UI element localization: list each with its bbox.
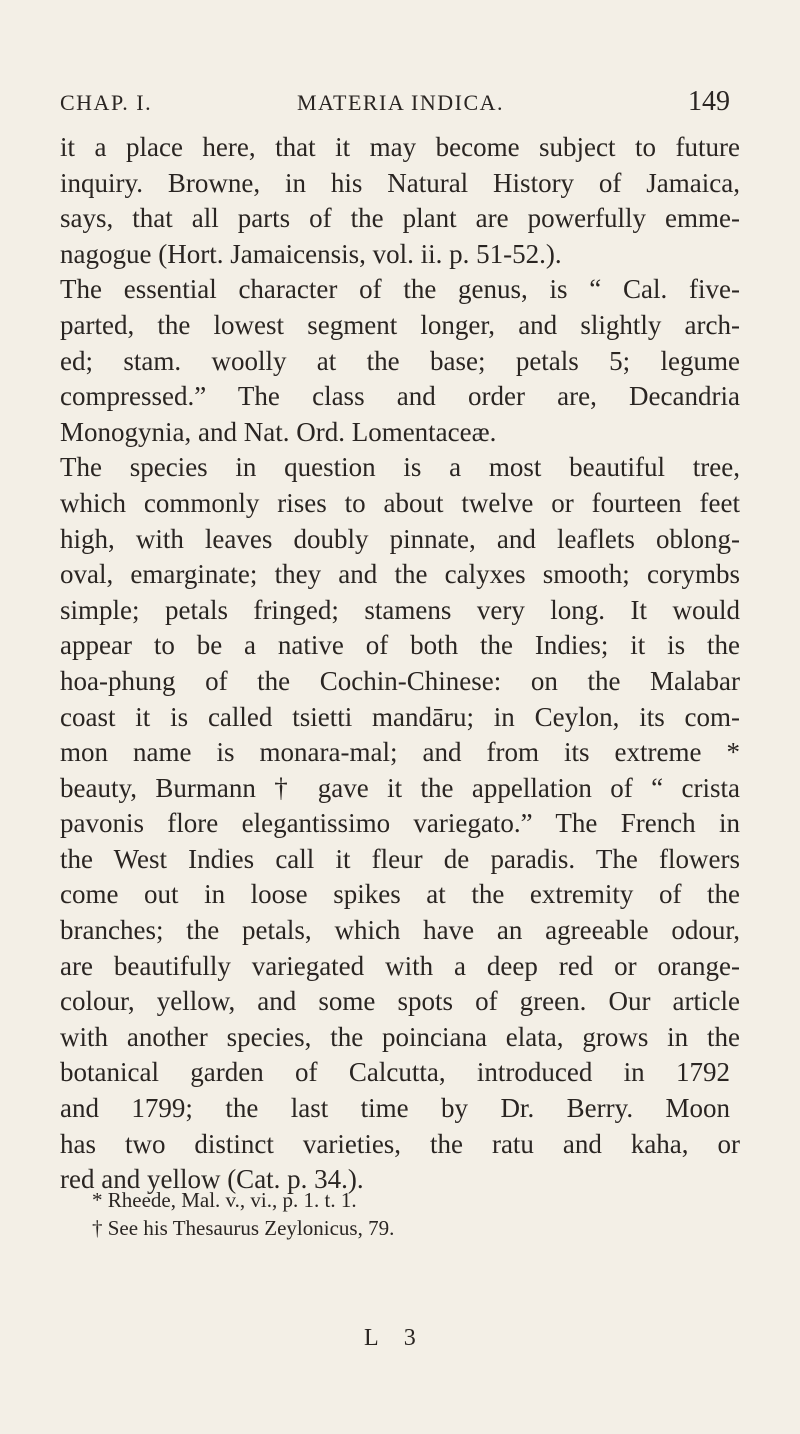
- text-line: nagogue (Hort. Jamaicensis, vol. ii. p. 51-52.).: [60, 238, 562, 269]
- text-line: beauty, Burmann † gave it the appellation of “ crista: [60, 772, 740, 803]
- text-line: colour, yellow, and some spots of green. Our article: [60, 986, 740, 1017]
- footnotes: [92, 1186, 394, 1242]
- text-line: hoa-phung of the Cochin-Chinese: on the Malabar: [60, 665, 740, 696]
- running-title: MATERIA INDICA.: [297, 90, 505, 115]
- text-line: high, with leaves doubly pinnate, and leaflets oblong-: [60, 523, 740, 554]
- text-line: compressed.” The class and order are, Decandria: [60, 381, 740, 412]
- text-line: parted, the lowest segment longer, and slightly arch-: [60, 309, 740, 340]
- text-line: ed; stam. woolly at the base; petals 5; legume: [60, 345, 740, 376]
- text-line: which commonly rises to about twelve or fourteen feet: [60, 487, 740, 518]
- text-line: coast it is called tsietti mandāru; in Ceylon, its com-: [60, 701, 740, 732]
- text-line: pavonis flore elegantissimo variegato.” The French in: [60, 808, 740, 839]
- text-line: come out in loose spikes at the extremity of the: [60, 879, 740, 910]
- text-line: red and yellow (Cat. p. 34.).: [60, 1164, 364, 1195]
- text-line: mon name is monara-mal; and from its extreme *: [60, 737, 740, 768]
- text-line: are beautifully variegated with a deep red or orange-: [60, 950, 740, 981]
- text-line: Monogynia, and Nat. Ord. Lomentaceæ.: [60, 416, 497, 447]
- signature-mark: L 3: [364, 1325, 426, 1351]
- text-line: the West Indies call it fleur de paradis. The flowers: [60, 843, 740, 874]
- text-line: oval, emarginate; they and the calyxes smooth; corymbs: [60, 559, 740, 590]
- text-line: says, that all parts of the plant are powerfully emme-: [60, 203, 740, 234]
- text-line: The essential character of the genus, is “ Cal. five-: [60, 274, 740, 305]
- body-text: [60, 130, 740, 1198]
- text-line: simple; petals fringed; stamens very long. It would: [60, 594, 740, 625]
- text-line: with another species, the poinciana elata, grows in the: [60, 1021, 740, 1052]
- text-line: botanical garden of Calcutta, introduced in 1792: [60, 1057, 730, 1088]
- text-line: it a place here, that it may become subject to future: [60, 132, 740, 162]
- text-line: has two distinct varieties, the ratu and kaha, or: [60, 1128, 740, 1159]
- running-header: [60, 86, 730, 118]
- text-line: appear to be a native of both the Indies; it is the: [60, 630, 740, 661]
- page-number: 149: [688, 86, 730, 117]
- footnote: * Rheede, Mal. v., vi., p. 1. t. 1.: [92, 1188, 357, 1212]
- footnote: † See his Thesaurus Zeylonicus, 79.: [92, 1216, 395, 1240]
- text-line: The species in question is a most beautiful tree,: [60, 452, 740, 483]
- text-line: inquiry. Browne, in his Natural History of Jamaica,: [60, 167, 740, 198]
- text-line: and 1799; the last time by Dr. Berry. Moon: [60, 1093, 730, 1124]
- text-line: branches; the petals, which have an agreeable odour,: [60, 915, 740, 946]
- chapter-label: CHAP. I.: [60, 90, 153, 115]
